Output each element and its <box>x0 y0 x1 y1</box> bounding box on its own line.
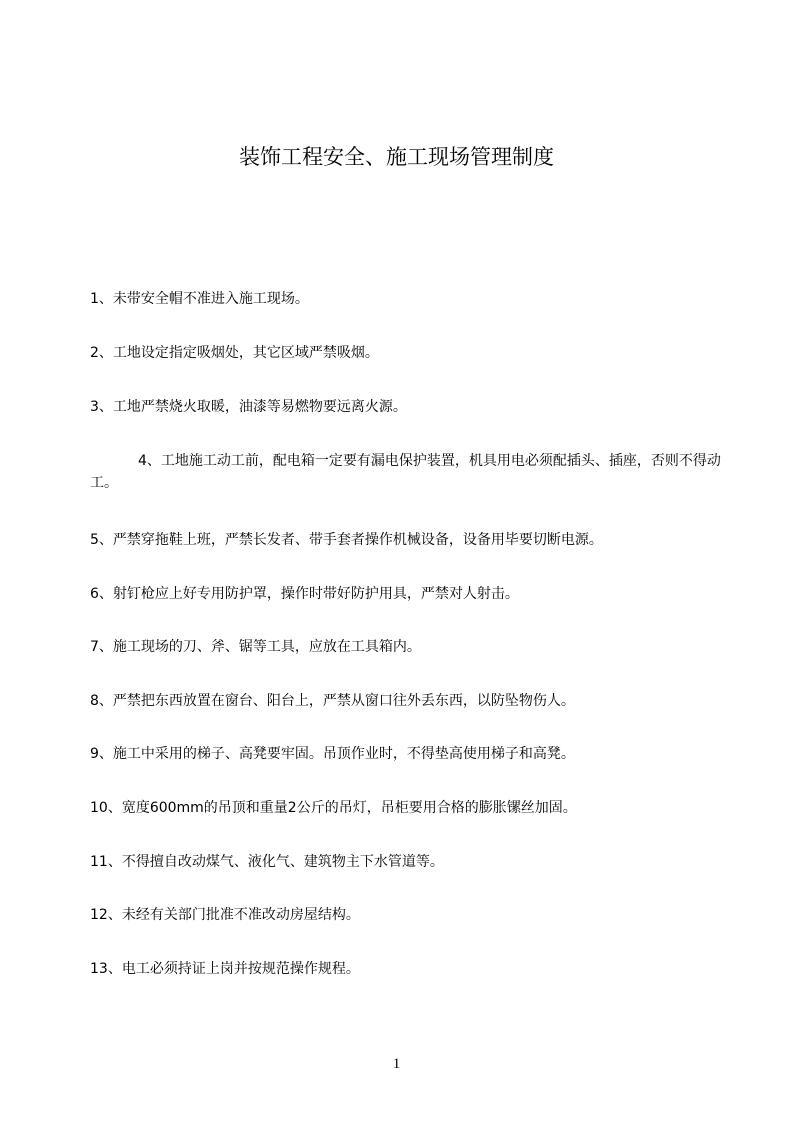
rule-item-8: 8、严禁把东西放置在窗台、阳台上，严禁从窗口往外丢东西，以防坠物伤人。 <box>90 693 575 709</box>
page-number: 1 <box>392 1056 401 1072</box>
rule-item-3: 3、工地严禁烧火取暖，油漆等易燃物要远离火源。 <box>90 399 407 415</box>
rule-item-10: 10、宽度600mm的吊顶和重量2公斤的吊灯，吊柜要用合格的膨胀镙丝加固。 <box>90 800 577 816</box>
rule-item-2: 2、工地设定指定吸烟处，其它区域严禁吸烟。 <box>90 345 379 361</box>
rule-item-1: 1、未带安全帽不准进入施工现场。 <box>90 291 309 307</box>
rule-item-4: 4、工地施工动工前，配电箱一定要有漏电保护装置，机具用电必须配插头、插座，否则不得动工。 <box>90 453 721 491</box>
rule-item-13: 13、电工必须持证上岗并按规范操作规程。 <box>90 961 360 977</box>
rule-item-6: 6、射钉枪应上好专用防护罩，操作时带好防护用具，严禁对人射击。 <box>90 586 519 602</box>
rule-item-5: 5、严禁穿拖鞋上班，严禁长发者、带手套者操作机械设备，设备用毕要切断电源。 <box>90 532 603 548</box>
rule-item-9: 9、施工中采用的梯子、高凳要牢固。吊顶作业时，不得垫高使用梯子和高凳。 <box>90 746 575 762</box>
document-title: 装饰工程安全、施工现场管理制度 <box>239 145 554 169</box>
rule-item-7: 7、施工现场的刀、斧、锯等工具，应放在工具箱内。 <box>90 639 421 655</box>
rule-item-11: 11、不得擅自改动煤气、液化气、建筑物主下水管道等。 <box>90 854 444 870</box>
rule-item-12: 12、未经有关部门批准不准改动房屋结构。 <box>90 907 360 923</box>
